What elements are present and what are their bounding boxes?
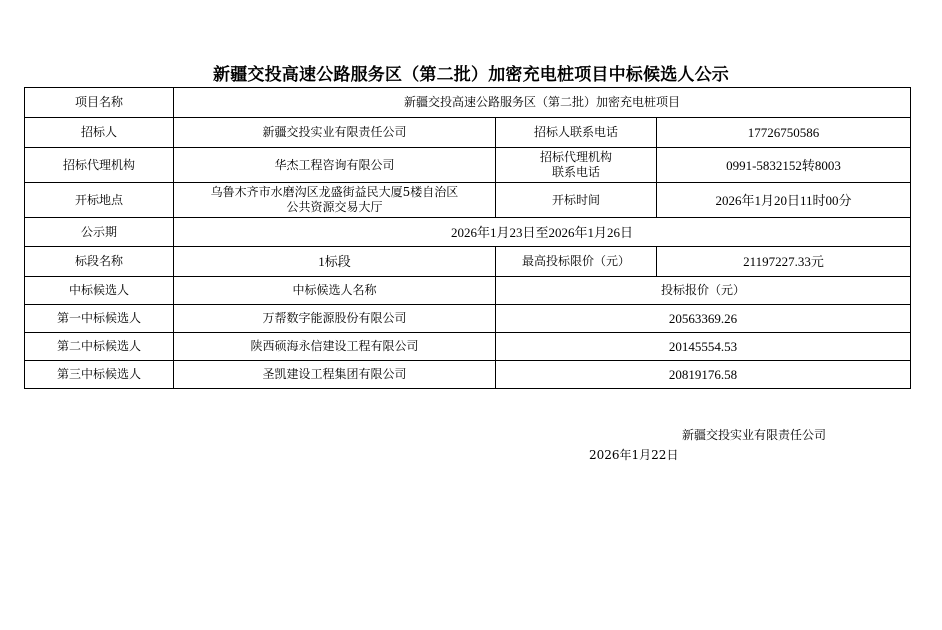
candidate-price: 20563369.26 <box>496 305 911 333</box>
header-rank: 中标候选人 <box>25 277 174 305</box>
issue-date: 2026年1月22日 <box>589 448 679 462</box>
venue-value <box>174 183 496 218</box>
table-row <box>25 361 911 389</box>
price-limit-value: 21197227.33元 <box>657 247 911 277</box>
section-value: 1标段 <box>174 247 496 277</box>
candidate-rank: 第二中标候选人 <box>25 333 174 361</box>
tenderer-value: 新疆交投实业有限责任公司 <box>174 118 496 148</box>
row-tenderer <box>25 118 911 148</box>
tenderer-label: 招标人 <box>25 118 174 148</box>
opening-time-value: 2026年1月20日11时00分 <box>657 183 911 218</box>
section-label: 标段名称 <box>25 247 174 277</box>
issuer-name: 新疆交投实业有限责任公司 <box>682 428 827 442</box>
candidate-rank: 第三中标候选人 <box>25 361 174 389</box>
candidate-name: 圣凯建设工程集团有限公司 <box>174 361 496 389</box>
period-value: 2026年1月23日至2026年1月26日 <box>174 218 911 247</box>
row-period <box>25 218 911 247</box>
venue-value-line1: 乌鲁木齐市水磨沟区龙盛街益民大厦5楼自治区 <box>210 185 459 199</box>
project-name-value: 新疆交投高速公路服务区（第二批）加密充电桩项目 <box>174 88 911 118</box>
tenderer-phone-value: 17726750586 <box>657 118 911 148</box>
notice-title: 新疆交投高速公路服务区（第二批）加密充电桩项目中标候选人公示 <box>213 65 729 85</box>
period-label: 公示期 <box>25 218 174 247</box>
opening-time-label: 开标时间 <box>496 183 657 218</box>
table-row <box>25 305 911 333</box>
candidate-price: 20819176.58 <box>496 361 911 389</box>
candidate-price: 20145554.53 <box>496 333 911 361</box>
price-limit-label: 最高投标限价（元） <box>496 247 657 277</box>
tenderer-phone-label: 招标人联系电话 <box>496 118 657 148</box>
row-agency <box>25 148 911 183</box>
header-price: 投标报价（元） <box>496 277 911 305</box>
table-row <box>25 333 911 361</box>
project-name-label: 项目名称 <box>25 88 174 118</box>
venue-label: 开标地点 <box>25 183 174 218</box>
agency-phone-label-line1: 招标代理机构 <box>539 150 612 164</box>
row-section <box>25 247 911 277</box>
candidate-name: 陕西硕海永信建设工程有限公司 <box>174 333 496 361</box>
notice-table <box>24 87 911 389</box>
agency-label: 招标代理机构 <box>25 148 174 183</box>
agency-phone-label-line2: 联系电话 <box>551 165 600 179</box>
agency-phone-label <box>496 148 657 183</box>
agency-phone-value: 0991-5832152转8003 <box>657 148 911 183</box>
candidate-rank: 第一中标候选人 <box>25 305 174 333</box>
agency-value: 华杰工程咨询有限公司 <box>174 148 496 183</box>
row-candidate-header <box>25 277 911 305</box>
candidate-name: 万帮数字能源股份有限公司 <box>174 305 496 333</box>
venue-value-line2: 公共资源交易大厅 <box>286 200 383 214</box>
row-venue <box>25 183 911 218</box>
row-project-name <box>25 88 911 118</box>
header-name: 中标候选人名称 <box>174 277 496 305</box>
